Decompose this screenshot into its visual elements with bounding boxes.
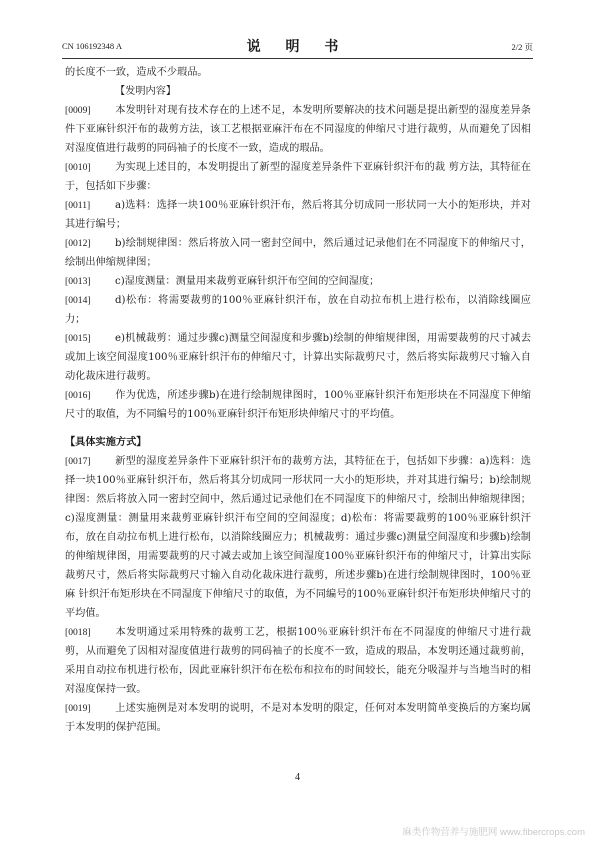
section-title-embodiment: 【具体实施方式】 — [65, 436, 147, 448]
section-title-invention — [65, 82, 531, 101]
continuation-line: 的长度不一致，造成不少瑕品。 — [65, 67, 208, 78]
paragraph-0014 — [65, 291, 531, 329]
site-watermark: 麻类作物营养与施肥网 www.fibercrops.com — [402, 827, 585, 838]
paragraph-0017 — [65, 452, 531, 623]
paragraph-text: 为实现上述目的，本发明提出了新型的湿度差异条件下亚麻针织汗布的裁 剪方法，其特征在于，包括如下步骤： — [65, 162, 531, 192]
document-number: CN 106192348 A — [62, 41, 122, 51]
paragraph-0015 — [65, 329, 531, 386]
paragraph-0012 — [65, 234, 531, 272]
paragraph-0013 — [65, 272, 531, 291]
paragraph-id: [0016] — [65, 390, 91, 401]
document-body — [65, 63, 531, 737]
paragraph-id: [0010] — [65, 162, 91, 173]
paragraph-id: [0015] — [65, 333, 91, 344]
paragraph-text: 作为优选，所述步骤b)在进行绘制规律图时，100％亚麻针织汗布矩形块在不同湿度下伸缩尺寸的取值，为不同编号的100％亚麻针织汗布矩形块伸缩尺寸的平均值。 — [65, 390, 531, 420]
paragraph-text: e)机械裁剪：通过步骤c)测量空间湿度和步骤b)绘制的伸缩规律图，用需要裁剪的尺寸减去或加上该空间湿度100％亚麻针织汗布的伸缩尺寸，计算出实际裁剪尺寸，然后将实际裁剪尺寸输入自动化裁床进行裁剪。 — [65, 333, 531, 382]
paragraph-0016 — [65, 386, 531, 424]
paragraph-id: [0013] — [65, 276, 91, 287]
paragraph-id: [0017] — [65, 456, 91, 467]
paragraph-id: [0019] — [65, 703, 91, 714]
paragraph-text: 上述实施例是对本发明的说明，不是对本发明的限定，任何对本发明简单变换后的方案均属于本发明的保护范围。 — [65, 703, 531, 733]
page-number: 4 — [295, 772, 300, 783]
paragraph-id: [0009] — [65, 105, 91, 116]
paragraph-text: 新型的湿度差异条件下亚麻针织汗布的裁剪方法，其特征在于，包括如下步骤：a)选料：选择一块100％亚麻针织汗布，然后将其分切成同一形状同一大小的矩形块，并对其进行编号；b)绘制规律图：然后将放入同一密封空间中，然后通过记录他们在不同湿度下的伸缩尺寸，绘制出伸缩规律图；c)湿度测量：测量用来裁剪亚麻针织汗布空间的空间湿度；d)松布：将需要裁剪的100％亚麻针织汗布，放在自动拉布机上进行松布，以消除线圈应力；机械裁剪：通过步骤c)测量空间湿度和步骤b)绘制的伸缩规律图，用需要裁剪的尺寸减去或加上该空间湿度100％亚麻针织汗布的伸缩尺寸，计算出实际裁剪尺寸，然后将实际裁剪尺寸输入自动化裁床进行裁剪，所述步骤b)在进行绘制规律图时，100％亚麻 针织汗布矩形块在不同湿度下伸缩尺寸的取值，为不同编号的100％亚麻针织汗布矩形块伸缩尺寸的平均值。 — [65, 456, 531, 619]
paragraph-id: [0014] — [65, 295, 91, 306]
paragraph-text: a)选料：选择一块100％亚麻针织汗布，然后将其分切成同一形状同一大小的矩形块，并对其进行编号； — [65, 200, 531, 230]
paragraph-0011 — [65, 196, 531, 234]
paragraph-0010 — [65, 158, 531, 196]
paragraph-text: 本发明针对现有技术存在的上述不足，本发明所要解决的技术问题是提出新型的湿度差异条件下亚麻针织汗布的裁剪方法，该工艺根据亚麻汗布在不同湿度的伸缩尺寸进行裁剪，从而避免了因相对湿度值进行裁剪的同码袖子的长度不一致，造成的瑕品。 — [65, 105, 531, 154]
paragraph-text: c)湿度测量：测量用来裁剪亚麻针织汗布空间的空间湿度； — [115, 276, 380, 287]
paragraph-text: b)绘制规律图：然后将放入同一密封空间中，然后通过记录他们在不同湿度下的伸缩尺寸，绘制出伸缩规律图； — [65, 238, 531, 268]
paragraph-id: [0018] — [65, 627, 91, 638]
paragraph-0009 — [65, 101, 531, 158]
section-title-text: 【发明内容】 — [115, 86, 177, 97]
paragraph-0019 — [65, 699, 531, 737]
paragraph-text: d)松布：将需要裁剪的100％亚麻针织汗布，放在自动拉布机上进行松布，以消除线圈应力； — [65, 295, 531, 325]
paragraph-0018 — [65, 623, 531, 699]
document-title: 说 明 书 — [246, 39, 349, 55]
page-header — [62, 36, 533, 56]
paragraph-id: [0012] — [65, 238, 91, 249]
page-of-indicator: 2/2 页 — [511, 42, 533, 52]
paragraph-id: [0011] — [65, 200, 91, 211]
header-rule — [62, 58, 533, 59]
paragraph-text: 本发明通过采用特殊的裁剪工艺，根据100％亚麻针织汗布在不同湿度的伸缩尺寸进行裁剪，从而避免了因相对湿度值进行裁剪的同码袖子的长度不一致，造成的瑕品，本发明还通过裁剪前，采用自动拉布机进行松布，因此亚麻针织汗布在松布和拉布的时间较长，能充分吸湿并与当地当时的相对湿度保持一致。 — [65, 627, 531, 695]
